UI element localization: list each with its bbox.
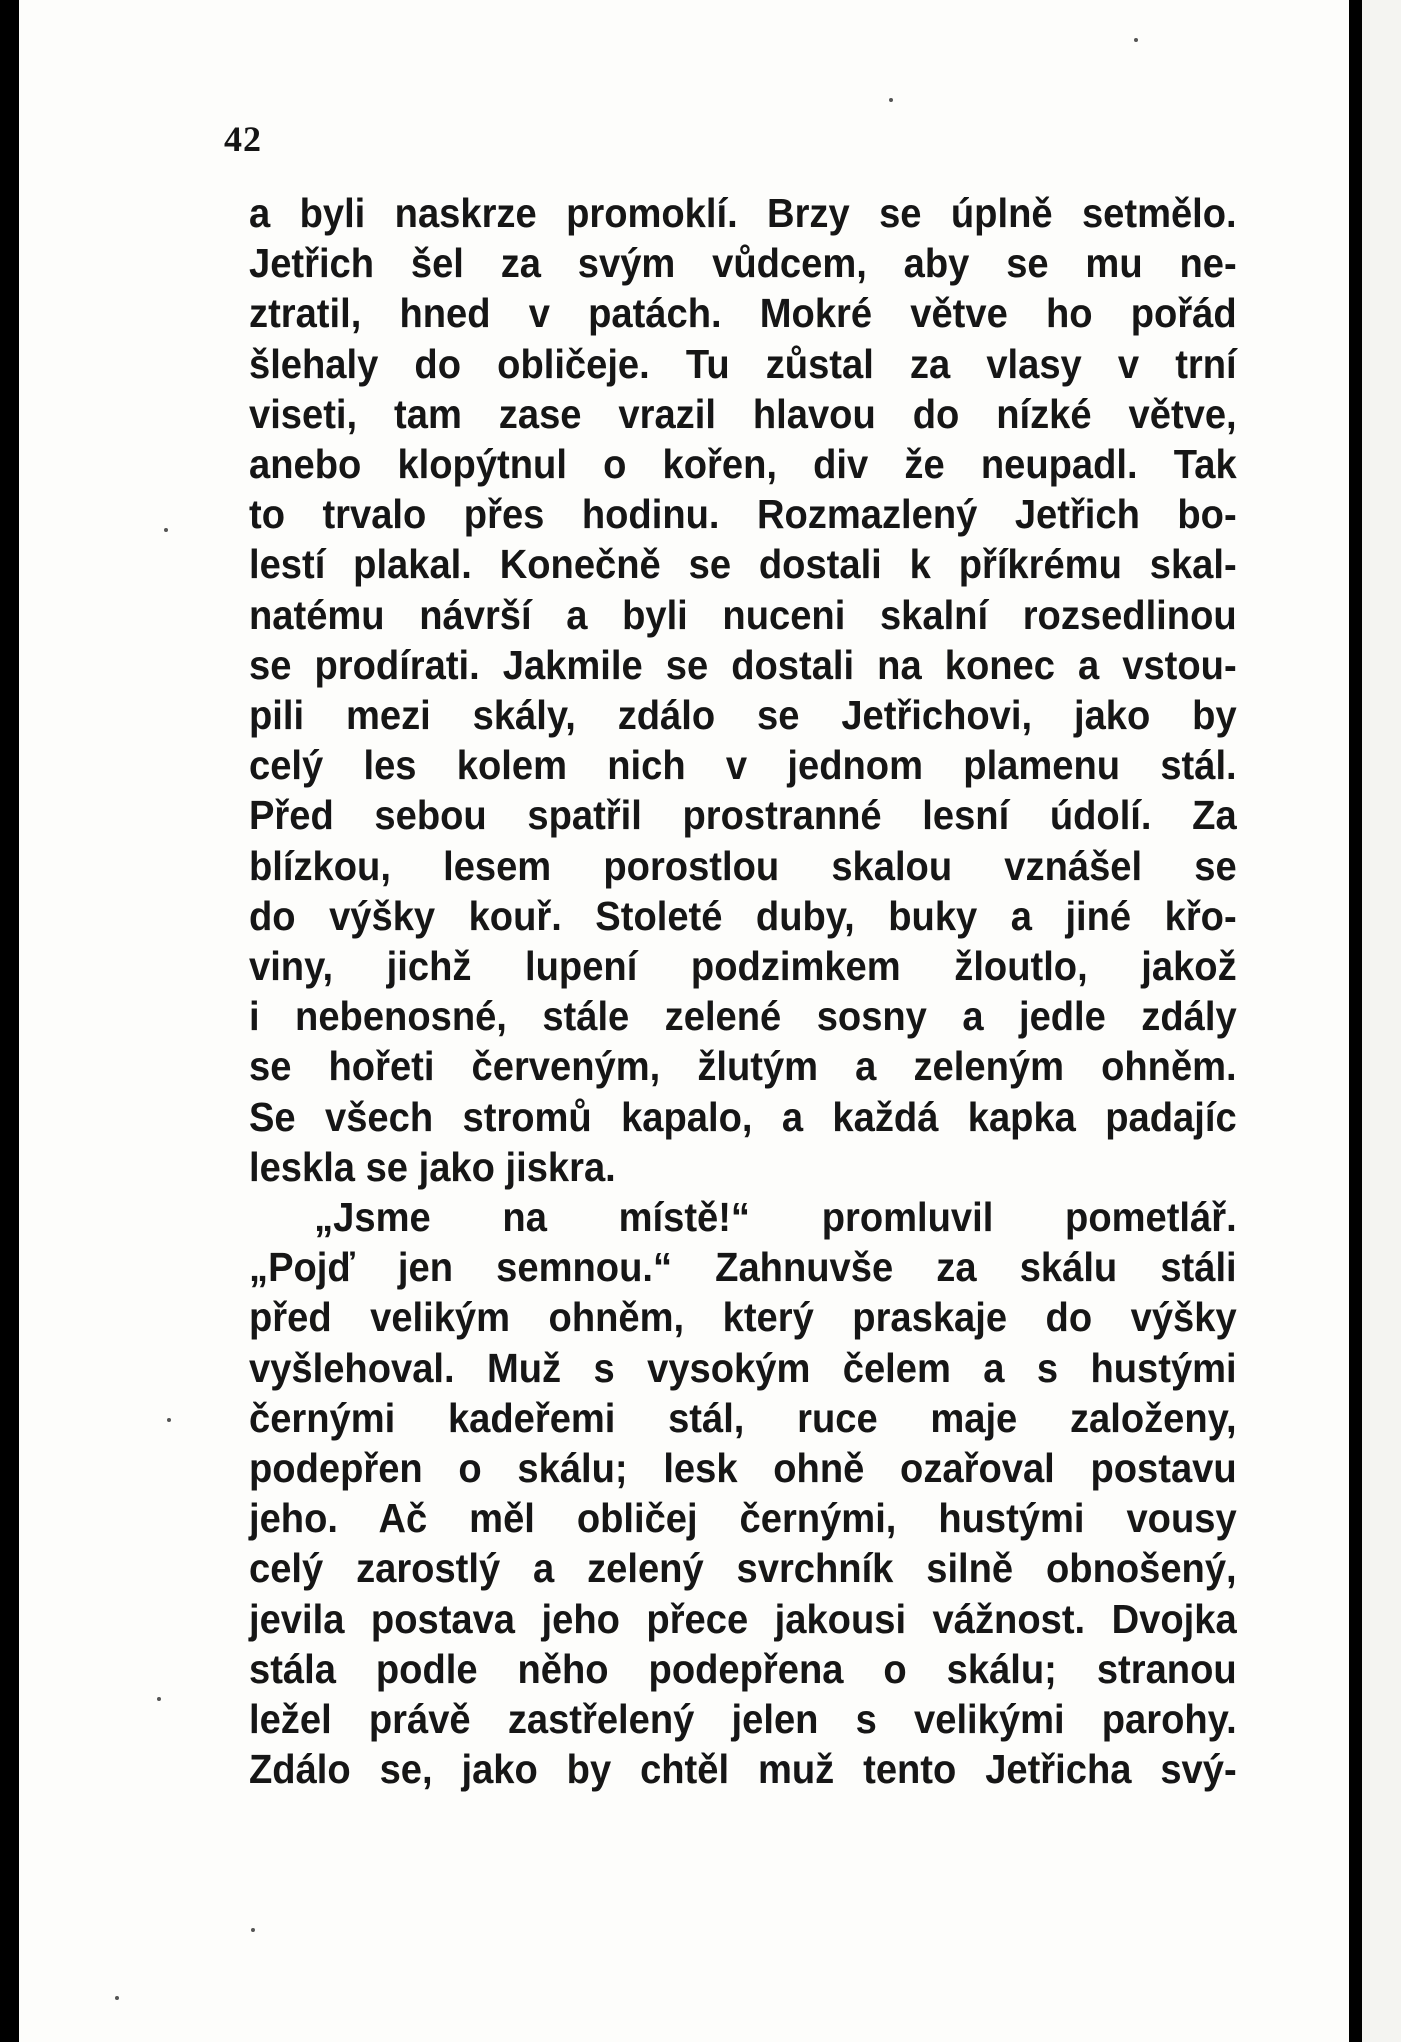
text-line: Se všech stromů kapalo, a každá kapka padajíc: [249, 1093, 1237, 1140]
text-line: Zdálo se, jako by chtěl muž tento Jetřicha svý-: [249, 1746, 1237, 1793]
text-line: vyšlehoval. Muž s vysokým čelem a s hustými: [249, 1344, 1237, 1391]
text-line: jeho. Ač měl obličej černými, hustými vousy: [249, 1495, 1237, 1542]
text-line: viseti, tam zase vrazil hlavou do nízké větve,: [249, 390, 1237, 437]
text-line: i nebenosné, stále zelené sosny a jedle zdály: [249, 993, 1237, 1040]
text-line: lestí plakal. Konečně se dostali k příkrému skal-: [249, 541, 1237, 588]
text-line: ležel právě zastřelený jelen s velikými parohy.: [249, 1696, 1237, 1743]
text-line: anebo klopýtnul o kořen, div že neupadl. Tak: [249, 441, 1237, 488]
page-gutter: [1349, 0, 1362, 2042]
text-line: ztratil, hned v patách. Mokré větve ho pořád: [249, 290, 1237, 337]
text-line: a byli naskrze promoklí. Brzy se úplně setmělo.: [249, 190, 1237, 236]
scan-speck: [115, 1996, 119, 2000]
text-line: leskla se jako jiskra.: [249, 1143, 616, 1190]
next-page-edge: [1362, 0, 1401, 2042]
text-line: pili mezi skály, zdálo se Jetřichovi, jako by: [249, 692, 1237, 739]
text-line: to trvalo přes hodinu. Rozmazlený Jetřich bo-: [249, 491, 1237, 538]
text-line: blízkou, lesem porostlou skalou vznášel se: [249, 842, 1237, 889]
text-line: do výšky kouř. Stoleté duby, buky a jiné křo-: [249, 892, 1237, 939]
text-line: natému návrší a byli nuceni skalní rozsedlinou: [249, 591, 1237, 638]
text-line: „Jsme na místě!“ promluvil pometlář.: [314, 1194, 1237, 1241]
text-line: se hořeti červeným, žlutým a zeleným ohněm.: [249, 1043, 1237, 1090]
text-line: celý zarostlý a zelený svrchník silně obnošený,: [249, 1545, 1237, 1592]
text-line: černými kadeřemi stál, ruce maje založeny,: [249, 1394, 1237, 1441]
text-line: podepřen o skálu; lesk ohně ozařoval postavu: [249, 1445, 1237, 1492]
text-line: jevila postava jeho přece jakousi vážnost. Dvojka: [249, 1595, 1237, 1642]
scan-speck: [1134, 38, 1138, 42]
scan-speck: [167, 1418, 171, 1422]
text-line: celý les kolem nich v jednom plamenu stál.: [249, 742, 1237, 789]
body-text: [249, 188, 1237, 1795]
text-line: stála podle něho podepřena o skálu; stranou: [249, 1645, 1237, 1692]
scan-speck: [251, 1928, 255, 1932]
text-line: šlehaly do obličeje. Tu zůstal za vlasy v trní: [249, 340, 1237, 387]
text-line: Před sebou spatřil prostranné lesní údolí. Za: [249, 792, 1237, 839]
page-number: 42: [224, 119, 262, 159]
scan-speck: [889, 98, 893, 102]
scan-speck: [164, 528, 168, 532]
text-line: viny, jichž lupení podzimkem žloutlo, jakož: [249, 943, 1237, 990]
text-line: před velikým ohněm, který praskaje do výšky: [249, 1294, 1237, 1341]
text-line: „Pojď jen semnou.“ Zahnuvše za skálu stáli: [249, 1244, 1237, 1291]
text-line: se prodírati. Jakmile se dostali na konec a vstou-: [249, 641, 1237, 688]
scan-speck: [157, 1697, 161, 1701]
book-page: [19, 0, 1349, 2042]
text-line: Jetřich šel za svým vůdcem, aby se mu ne-: [249, 240, 1237, 287]
